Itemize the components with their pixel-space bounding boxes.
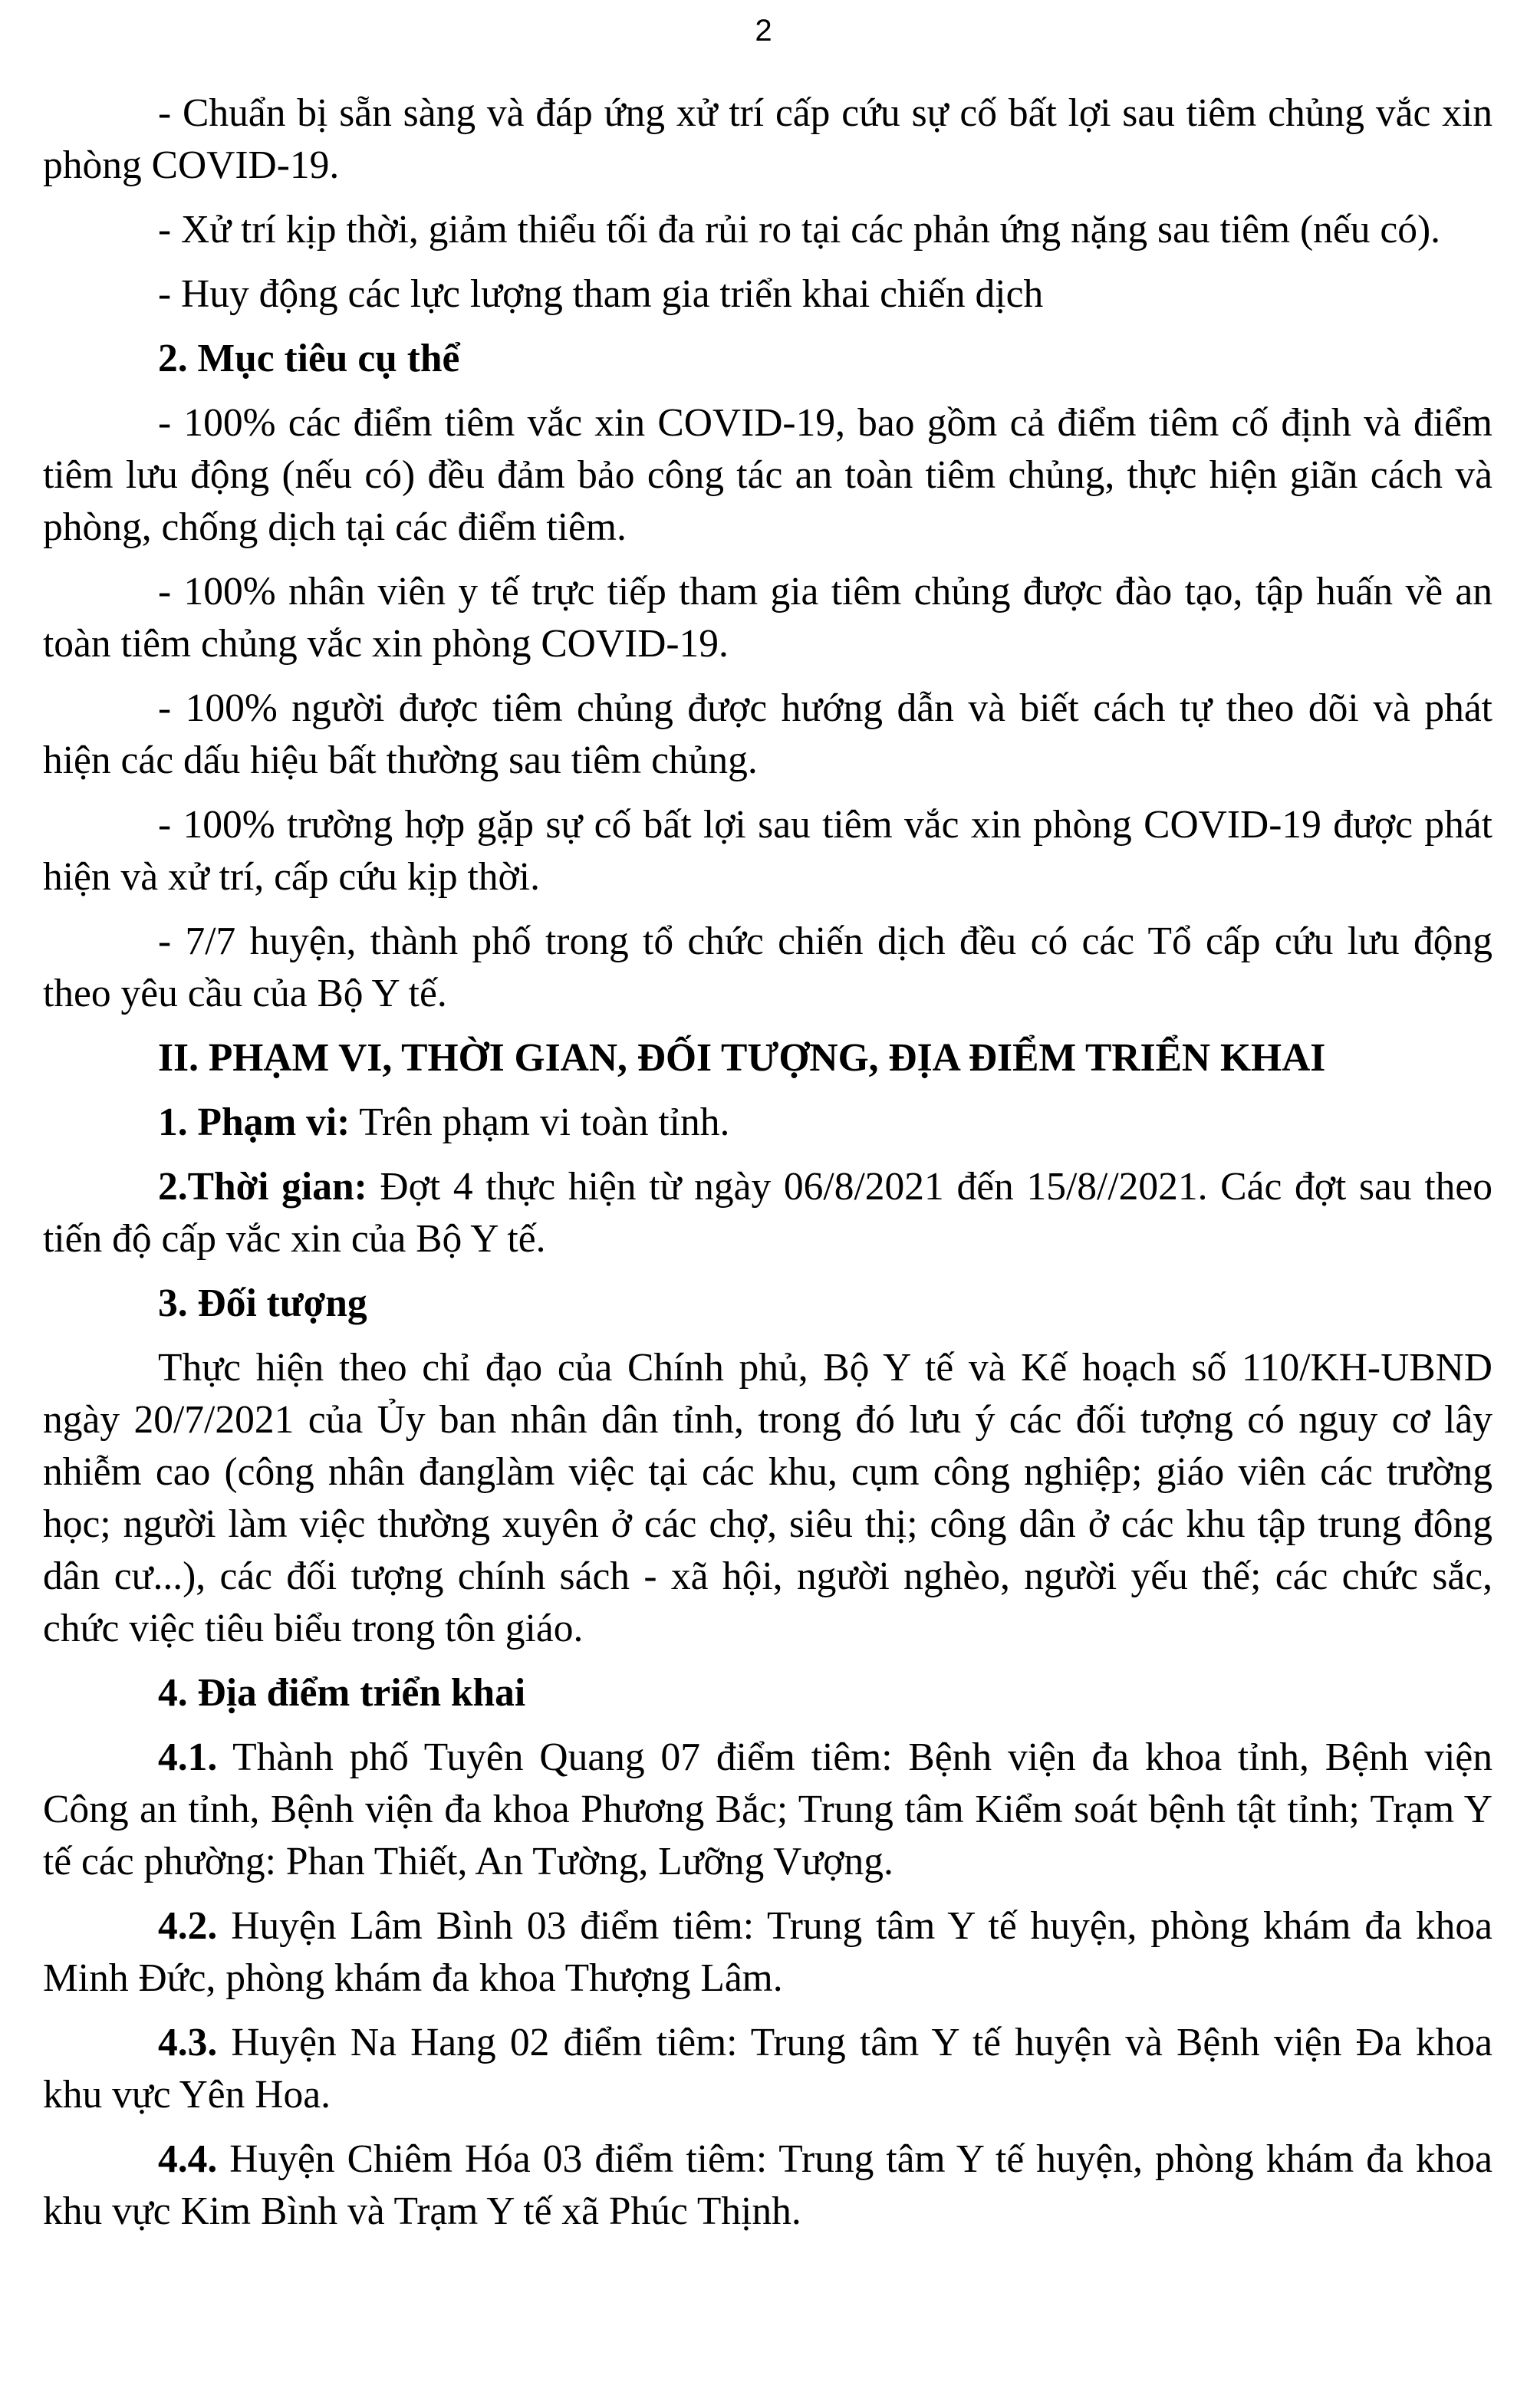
paragraph-label: 4.1.	[158, 1735, 218, 1779]
paragraph-text: Huyện Na Hang 02 điểm tiêm: Trung tâm Y tế huyện và Bệnh viện Đa khoa khu vực Yên Hoa.	[43, 2021, 1492, 2117]
paragraph-label: 4.3.	[158, 2021, 218, 2064]
heading-text: II. PHẠM VI, THỜI GIAN, ĐỐI TƯỢNG, ĐỊA ĐIỂM TRIỂN KHAI	[158, 1036, 1326, 1080]
heading-text: 4. Địa điểm triển khai	[158, 1671, 526, 1715]
paragraph-emergency-readiness	[43, 87, 1492, 192]
paragraph-label: 4.2.	[158, 1904, 218, 1948]
paragraph-text: - Xử trí kịp thời, giảm thiểu tối đa rủi ro tại các phản ứng nặng sau tiêm (nếu có).	[158, 208, 1440, 252]
paragraph-subjects	[43, 1342, 1492, 1655]
paragraph-text: Huyện Lâm Bình 03 điểm tiêm: Trung tâm Y tế huyện, phòng khám đa khoa Minh Đức, phòng khám đa khoa Thượng Lâm.	[43, 1904, 1492, 2000]
paragraph-label: 2.Thời gian:	[158, 1165, 367, 1209]
paragraph-text: Đợt 4 thực hiện từ ngày 06/8/2021 đến 15/8//2021. Các đợt sau theo tiến độ cấp vắc xin của Bộ Y tế.	[43, 1165, 1492, 1261]
paragraph-time	[43, 1161, 1492, 1265]
paragraph-goal-injection-sites	[43, 397, 1492, 554]
paragraph-goal-staff-training	[43, 566, 1492, 670]
document-body	[43, 87, 1492, 2250]
section-heading-locations	[43, 1667, 1492, 1719]
paragraph-scope	[43, 1097, 1492, 1149]
paragraph-label: 1. Phạm vi:	[158, 1100, 350, 1144]
paragraph-text: Thực hiện theo chỉ đạo của Chính phủ, Bộ Y tế và Kế hoạch số 110/KH-UBND ngày 20/7/2021 của Ủy ban nhân dân tỉnh, trong đó lưu ý các đối tượng có nguy cơ lây nhiễm cao (công nhân đanglàm việc tại các khu, cụm công nghiệp; giáo viên các trường học; người làm việc thường xuyên ở các chợ, siêu thị; công dân ở các khu tập trung đông dân cư...), các đối tượng chính sách - xã hội, người nghèo, người yếu thế; các chức sắc, chức việc tiêu biểu trong tôn giáo.	[43, 1346, 1492, 1650]
paragraph-text: - 100% các điểm tiêm vắc xin COVID-19, bao gồm cả điểm tiêm cố định và điểm tiêm lưu động (nếu có) đều đảm bảo công tác an toàn tiêm chủng, thực hiện giãn cách và phòng, chống dịch tại các điểm tiêm.	[43, 401, 1492, 549]
paragraph-text: - 100% người được tiêm chủng được hướng dẫn và biết cách tự theo dõi và phát hiện các dấu hiệu bất thường sau tiêm chủng.	[43, 686, 1492, 782]
paragraph-text: Trên phạm vi toàn tỉnh.	[350, 1100, 730, 1144]
paragraph-location-tuyen-quang	[43, 1732, 1492, 1888]
page-number: 2	[755, 14, 772, 48]
paragraph-text: Huyện Chiêm Hóa 03 điểm tiêm: Trung tâm Y tế huyện, phòng khám đa khoa khu vực Kim Bình và Trạm Y tế xã Phúc Thịnh.	[43, 2137, 1492, 2233]
heading-text: 3. Đối tượng	[158, 1281, 367, 1325]
paragraph-text: - 100% trường hợp gặp sự cố bất lợi sau tiêm vắc xin phòng COVID-19 được phát hiện và xử trí, cấp cứu kịp thời.	[43, 803, 1492, 899]
paragraph-goal-adverse-events	[43, 799, 1492, 903]
paragraph-location-chiem-hoa	[43, 2133, 1492, 2238]
section-heading-specific-goals	[43, 333, 1492, 385]
paragraph-location-lam-binh	[43, 1900, 1492, 2005]
paragraph-goal-emergency-teams	[43, 916, 1492, 1020]
paragraph-text: - Huy động các lực lượng tham gia triển khai chiến dịch	[158, 272, 1044, 316]
heading-text: 2. Mục tiêu cụ thể	[158, 337, 460, 380]
paragraph-mobilize-forces	[43, 268, 1492, 321]
paragraph-location-na-hang	[43, 2017, 1492, 2121]
paragraph-goal-vaccinees-guided	[43, 683, 1492, 787]
paragraph-text: - 7/7 huyện, thành phố trong tổ chức chiến dịch đều có các Tổ cấp cứu lưu động theo yêu cầu của Bộ Y tế.	[43, 919, 1492, 1015]
paragraph-text: - Chuẩn bị sẵn sàng và đáp ứng xử trí cấp cứu sự cố bất lợi sau tiêm chủng vắc xin phòng COVID-19.	[43, 91, 1492, 187]
paragraph-timely-handling	[43, 204, 1492, 256]
section-heading-subjects	[43, 1278, 1492, 1330]
paragraph-text: - 100% nhân viên y tế trực tiếp tham gia tiêm chủng được đào tạo, tập huấn về an toàn tiêm chủng vắc xin phòng COVID-19.	[43, 570, 1492, 666]
paragraph-text: Thành phố Tuyên Quang 07 điểm tiêm: Bệnh viện đa khoa tỉnh, Bệnh viện Công an tỉnh, Bệnh viện đa khoa Phương Bắc; Trung tâm Kiểm soát bệnh tật tỉnh; Trạm Y tế các phường: Phan Thiết, An Tường, Lưỡng Vượng.	[43, 1735, 1492, 1883]
section-heading-scope	[43, 1032, 1492, 1084]
paragraph-label: 4.4.	[158, 2137, 218, 2181]
